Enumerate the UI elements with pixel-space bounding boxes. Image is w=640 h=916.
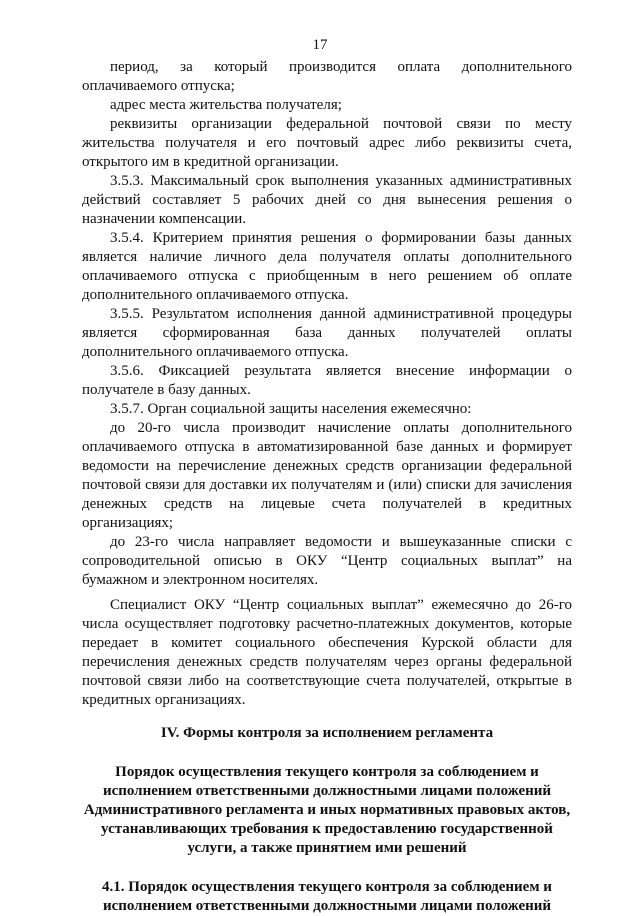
paragraph-3-5-6: 3.5.6. Фиксацией результата является внесение информации о получателе в базу данных. xyxy=(82,363,572,398)
paragraph-20th: до 20-го числа производит начисление оплаты дополнительного оплачиваемого отпуска в автоматизированной базе данных и формирует ведомости на перечисление денежных средств организации федеральной почтовой связи для доставки их получателям и (или) списки для зачисления денежных средств на лицевые счета получателей в кредитных организациях; xyxy=(82,420,572,531)
paragraph-3-5-3: 3.5.3. Максимальный срок выполнения указанных административных действий составляет 5 рабочих дней со дня вынесения решения о назначении компенсации. xyxy=(82,173,572,227)
paragraph-specialist: Специалист ОКУ “Центр социальных выплат” ежемесячно до 26-го числа осуществляет подготовку расчетно-платежных документов, которые передает в комитет социального обеспечения Курской области для перечисления денежных средств получателям через органы федеральной почтовой связи либо на соответствующие счета получателей, открытые в кредитных организациях. xyxy=(82,597,572,708)
paragraph-address: адрес места жительства получателя; xyxy=(110,97,342,113)
paragraph-3-5-4: 3.5.4. Критерием принятия решения о формировании базы данных является наличие личного дела получателя оплаты дополнительного оплачиваемого отпуска с приобщенным в него решением об оплате дополнительного оплачиваемого отпуска. xyxy=(82,230,572,303)
paragraph-period: период, за который производится оплата дополнительного оплачиваемого отпуска; xyxy=(82,59,572,94)
clause-heading: 4.1. Порядок осуществления текущего контроля за соблюдением и исполнением ответственными должностными лицами положений xyxy=(102,879,552,914)
section-heading: IV. Формы контроля за исполнением регламента xyxy=(160,725,494,741)
page-body xyxy=(82,58,572,916)
subheading: Порядок осуществления текущего контроля за соблюдением и исполнением ответственными должностными лицами положений Административного регламента и иных нормативных правовых актов, устанавливающих требования к предоставлению государственной услуги, а также принятием ими решений xyxy=(83,764,571,856)
paragraph-postal-details: реквизиты организации федеральной почтовой связи по месту жительства получателя и его почтовый адрес либо реквизиты счета, открытого им в кредитной организации. xyxy=(82,116,572,170)
paragraph-3-5-7: 3.5.7. Орган социальной защиты населения ежемесячно: xyxy=(110,401,472,417)
paragraph-3-5-5: 3.5.5. Результатом исполнения данной административной процедуры является сформированная база данных получателей оплаты дополнительного оплачиваемого отпуска. xyxy=(82,306,572,360)
page-number: 17 xyxy=(312,37,328,53)
paragraph-23rd: до 23-го числа направляет ведомости и вышеуказанные списки с сопроводительной описью в ОКУ “Центр социальных выплат” на бумажном и электронном носителях. xyxy=(82,534,572,588)
